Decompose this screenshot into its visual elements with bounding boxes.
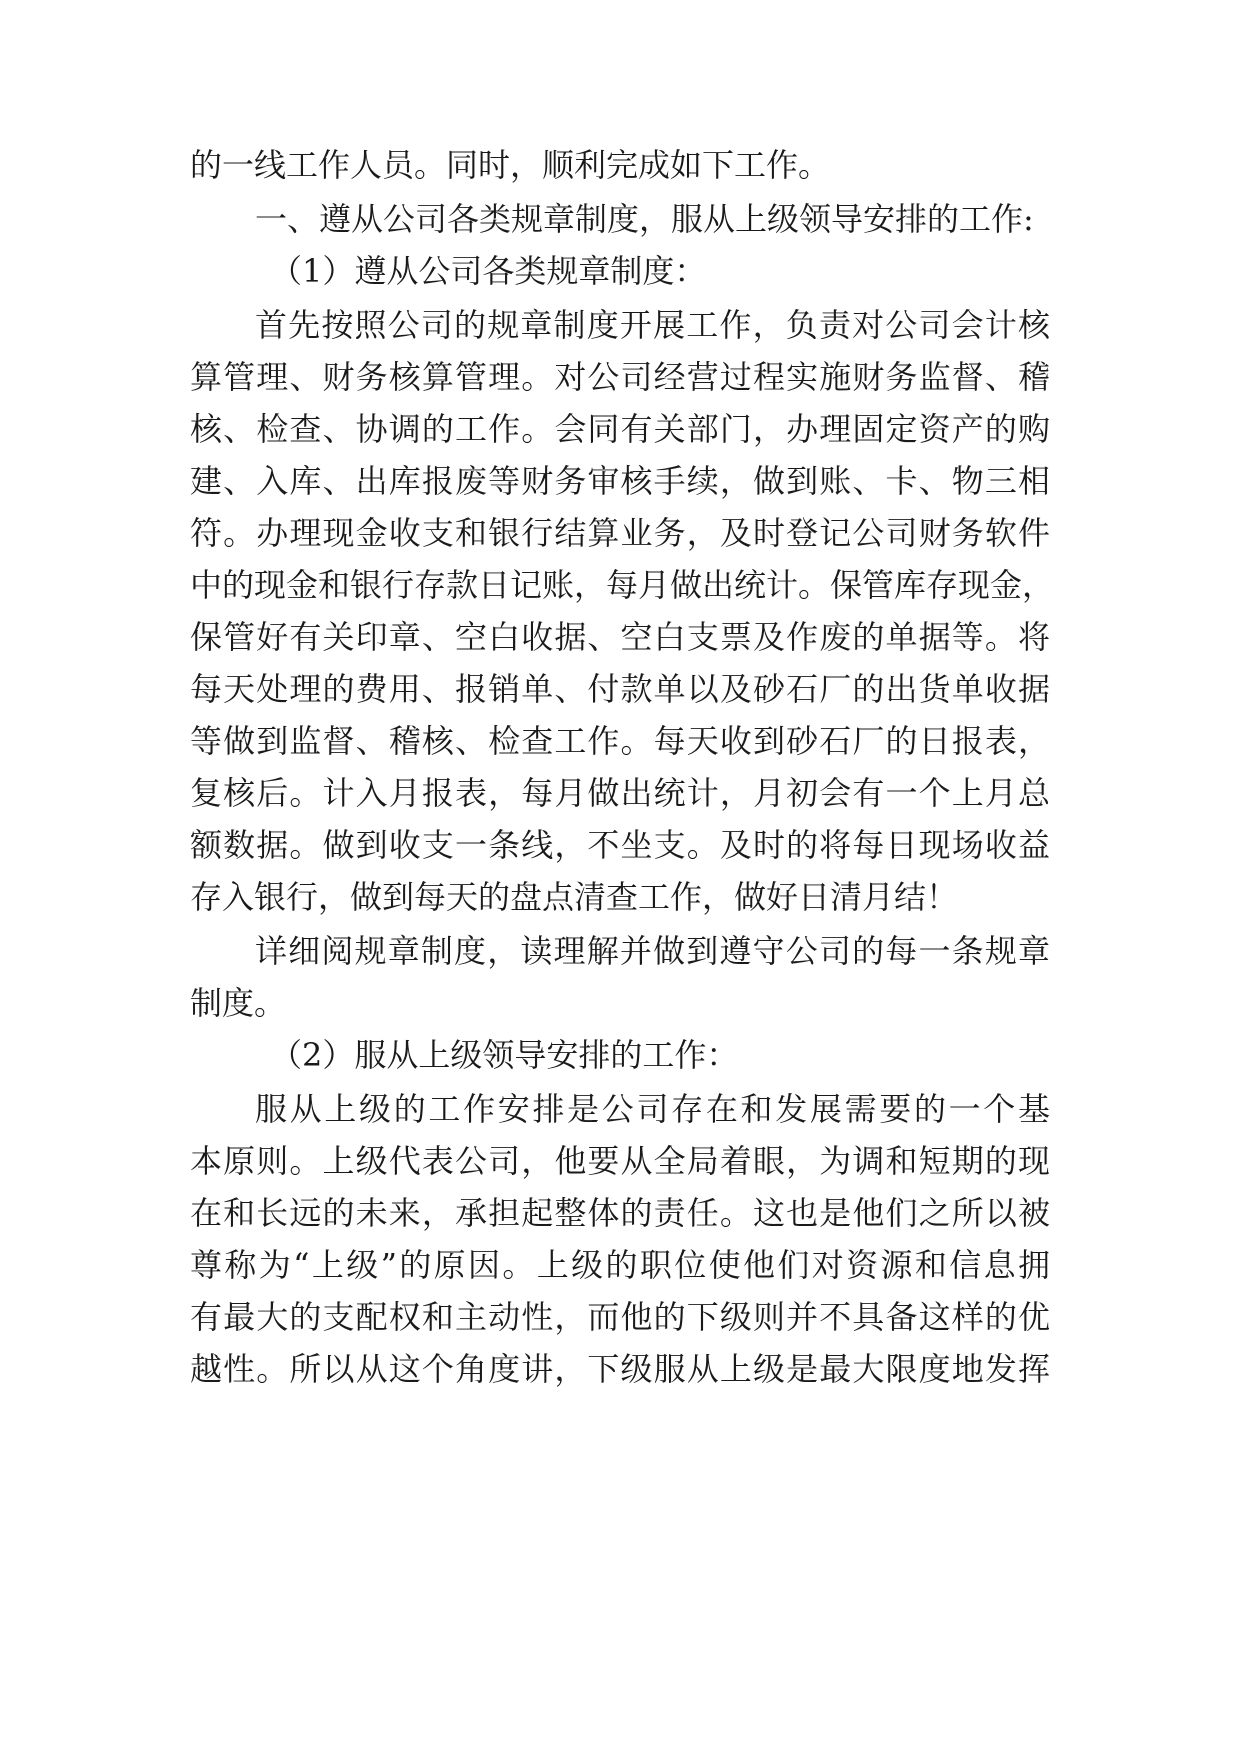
paragraph-first-line: 服从上级的工作安排是公司存在和发展需要的一个基 [255,1090,1050,1128]
section-heading: 一、遵从公司各类规章制度，服从上级领导安排的工作: [255,200,1034,238]
body-line: 制度。 [190,984,287,1022]
body-line: 越性。所以从这个角度讲，下级服从上级是最大限度地发挥 [190,1350,1050,1388]
body-line: 核、检查、协调的工作。会同有关部门，办理固定资产的购 [190,410,1050,448]
body-line: 尊称为“上级”的原因。上级的职位使他们对资源和信息拥 [190,1246,1050,1284]
body-line: 符。办理现金收支和银行结算业务，及时登记公司财务软件 [190,514,1050,552]
body-line: 算管理、财务核算管理。对公司经营过程实施财务监督、稽 [190,358,1050,396]
body-line: 存入银行，做到每天的盘点清查工作，做好日清月结！ [190,878,959,916]
body-line: 保管好有关印章、空白收据、空白支票及作废的单据等。将 [190,618,1050,656]
body-line: 每天处理的费用、报销单、付款单以及砂石厂的出货单收据 [190,670,1050,708]
body-line: 有最大的支配权和主动性，而他的下级则并不具备这样的优 [190,1298,1050,1336]
body-line: 复核后。计入月报表，每月做出统计，月初会有一个上月总 [190,774,1050,812]
body-line: 在和长远的未来，承担起整体的责任。这也是他们之所以被 [190,1194,1050,1232]
body-line: 中的现金和银行存款日记账，每月做出统计。保管库存现金， [190,566,1055,604]
paragraph-first-line: 首先按照公司的规章制度开展工作，负责对公司会计核 [255,306,1050,344]
body-line: 额数据。做到收支一条线，不坐支。及时的将每日现场收益 [190,826,1050,864]
body-line: 本原则。上级代表公司，他要从全局着眼，为调和短期的现 [190,1142,1050,1180]
subsection-heading: （1）遵从公司各类规章制度： [270,252,707,290]
body-line: 等做到监督、稽核、检查工作。每天收到砂石厂的日报表， [190,722,1050,760]
body-line: 的一线工作人员。同时，顺利完成如下工作。 [190,146,831,184]
body-line: 建、入库、出库报废等财务审核手续，做到账、卡、物三相 [190,462,1050,500]
subsection-heading: （2）服从上级领导安排的工作： [270,1036,739,1074]
paragraph-first-line: 详细阅规章制度，读理解并做到遵守公司的每一条规章 [255,932,1050,970]
